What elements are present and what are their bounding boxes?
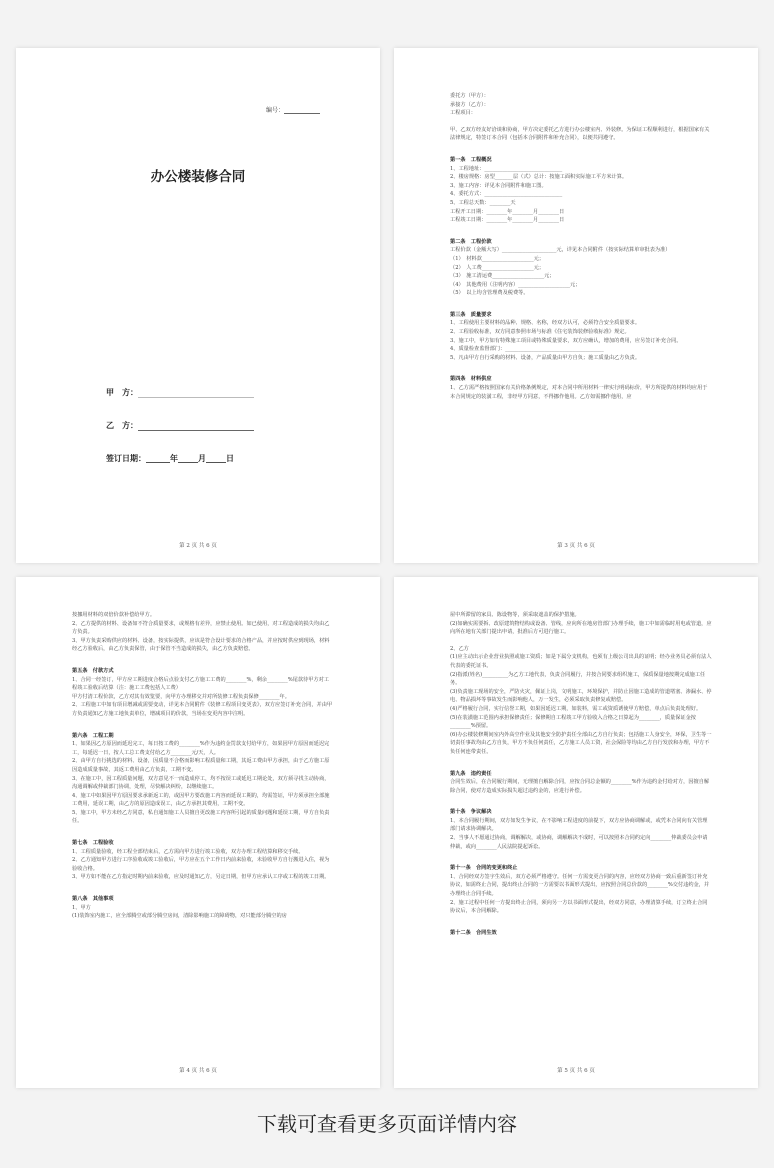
body-line: 2、工程施工中如有项目增减或需要变动，详见本合同附件《装修工程项目变更表》，双方应签订补充合同，并由甲方负责通知乙方施工地负责单位，增减项目的价款，当场在变更内容中注明。	[72, 702, 333, 717]
body-line: 2、乙方	[450, 645, 469, 652]
body-line: 合同生效后，在合同履行期间，无理擅自解除合同，应按合同总金额的________%作为违约金付给对方，因擅自解除合同，使对方造成实际损失超过违约金的，应进行补偿。	[450, 779, 710, 794]
page-number: 第 3 页 共 6 页	[557, 543, 595, 549]
paragraph-gap	[450, 637, 712, 645]
body-line: (5)在装潢施工范围内承担保修责任；保修期自工程竣工甲方验收入合格之日算起为________，质量保证金按________%预留。	[450, 714, 696, 730]
body-line: 5、凡由甲方自行采购的材料、设备，产品质量由甲方自负；施工质量由乙方负责。	[450, 354, 641, 361]
paragraph-gap	[450, 916, 712, 924]
section-heading: 第八条 其他事项	[72, 896, 114, 903]
body-line: 4、质量检查监督部门：______________________________________	[450, 346, 604, 353]
body-line: 1、工程质量验收，经工程全部结束后，乙方需向甲方进行竣工验收，双方办理工程结算和移交手续。	[72, 848, 304, 855]
sign-date: 签订日期：______年_____月_____日	[106, 453, 234, 463]
section-heading: 第六条 工程工期	[72, 732, 114, 739]
contract-no-label: 编号：	[266, 107, 285, 114]
paragraph-gap	[450, 143, 712, 151]
paragraph-gap	[72, 882, 334, 890]
body-line: 甲、乙双方经友好洽谈和协商，甲方决定委托乙方进行办公楼室内、外装修。为保证工程顺利进行，根据国家有关法律规定，特签订本合同（包括本合同附件和补充合同），以便共同遵守。	[450, 126, 710, 142]
page-cover	[16, 48, 380, 563]
body-line: 3、施工内容：详见本合同附件和施工图。	[450, 182, 547, 189]
body-line: 5、施工中，甲方未经乙方同意，私自通知施工人员擅自更改施工内容所引起的质量问题和延误工期，甲方自负责任。	[72, 809, 330, 825]
paragraph-gap	[450, 795, 712, 803]
body-line: （5） 以上均含管理费及税费等。	[450, 290, 529, 297]
body-line: 1、合同一经签订，甲方应工期进度合格后点验支付乙方施工工费的________%，剩余________%尾款待甲方对工程竣工验收后结算（注：施工工费包括人工费）	[72, 676, 329, 692]
section-heading: 第三条 质量要求	[450, 311, 492, 318]
page-number: 第 5 页 共 6 页	[557, 1068, 595, 1074]
page-number: 第 4 页 共 6 页	[179, 1068, 217, 1074]
page-body	[450, 92, 712, 401]
download-caption: 下载可查看更多页面详情内容	[257, 1112, 517, 1136]
body-line: 2、乙方通知甲方进行工序验收或竣工验收后，甲方应在五个工作日内前来验收，未验收甲方自行搬进入住，视为验收合格。	[72, 857, 330, 872]
body-line: 屋中所滞留的家具、陈设物等，须采取遮盖的保护措施。	[450, 612, 580, 618]
section-heading: 第四条 材料供应	[450, 376, 492, 383]
body-line: 1、如果因乙方原因而延迟完工，每日按工费的________%作为违约金罚款支付给甲方，如果因甲方原因而延迟完工，每延迟一日，按人工总工费支付给乙方________元/天，人。	[72, 741, 330, 756]
page-3	[394, 48, 758, 563]
section-heading: 第七条 工程验收	[72, 840, 114, 847]
paragraph-gap	[450, 298, 712, 306]
page-5	[394, 577, 758, 1088]
body-line: 4、委托方式：______________________________	[450, 191, 563, 198]
body-line: （1） 材料款____________________元；	[450, 255, 545, 262]
paragraph-gap	[72, 654, 334, 662]
body-line: 1、合同经双方签字生效后，双方必须严格遵守。任何一方需变更合同的内容，应经双方协商一致后重新签订补充协议，如需终止合同，提出终止合同的一方需要以书面形式提出，应按照合同总价款的________%交付违约金，并办理终止合同手续。	[450, 873, 710, 898]
section-heading: 第九条 违约责任	[450, 770, 492, 777]
body-line: 3、施工中，甲方如有特殊施工项目或特殊质量要求，双方应确认，增加的费用，应另签订补充合同。	[450, 337, 682, 344]
body-line: 1、工程地址：______________________________	[450, 165, 563, 172]
contract-no-line	[284, 105, 320, 114]
body-line: (2)指派(姓名)__________为乙方工地代表，负责合同履行，并按合同要求组织施工，保质保量地按期完成施工任务。	[450, 671, 706, 687]
paragraph-gap	[450, 362, 712, 370]
paragraph-gap	[72, 719, 334, 727]
body-line: 5、工程总天数：________天	[450, 199, 516, 206]
body-line: 工程项目：	[450, 110, 476, 117]
page-body	[450, 611, 712, 937]
body-line: 甲方付清工程价款，乙方对其有效览要，向甲方办理移交并对所装修工程负责保修________年。	[72, 693, 290, 700]
section-heading: 第十条 争议解决	[450, 809, 492, 816]
body-line: 承接方（乙方）：	[450, 101, 489, 108]
body-line: (3)负责施工现场的安全，严防火灾，佩证上岗，文明施工，环境保护，并防止因施工造成的管道堵塞、渗漏水、停电、物品损坏等事故发生而影响他人，万一发生，必须采取负责修复或赔偿。	[450, 688, 712, 704]
body-line: 工程价款（金额大写）_____________________元，详见本合同附件（按实际结算单审批表为准）	[450, 247, 671, 254]
paragraph-gap	[450, 118, 712, 126]
body-line: 1、本合同履行期间，双方如发生争议，在不影响工程进度的前提下，双方应协商调解或，或凭本合同向有关管理部门请求协调解决。	[450, 817, 708, 833]
body-line: 1、工程使用主要材料的品种、规格、名称，经双方认可，必须符合安全质量要求。	[450, 320, 641, 327]
body-line: 工程竣工日期：________年________月________日	[450, 217, 565, 224]
party-a-line	[138, 389, 254, 398]
section-heading: 第五条 付款方式	[72, 667, 114, 674]
body-line: （3） 施工清运费____________________元；	[450, 273, 555, 280]
page-number: 第 2 页 共 6 页	[179, 543, 217, 549]
body-line: 3、甲方如不能在乙方指定时期内前来验收，应及时通知乙方，另定日期，但甲方应承认工序或工程的竣工日期。	[72, 874, 330, 881]
party-a-label: 甲 方：	[106, 387, 138, 397]
body-line: 按挪用材料的双倍价款补偿给甲方。	[72, 612, 156, 618]
body-line: 3、在施工中，因工程质量问题，双方意见不一而造成停工，均不按误工或延迟工期论处，双方须寻找主动协商，沟通调解或仲裁部门协调，处理，尽快解决纠纷，以继续施工。	[72, 775, 330, 791]
page-4	[16, 577, 380, 1088]
body-line: 2、当事人不愿通过协商，调解解决，或协商，调解解决不成时，可以按照本合同约定向________仲裁委员会申请仲裁，或向________人民法院提起诉讼。	[450, 835, 708, 850]
body-line: (4)严格履行合同，实行信誉工期，如果因延迟工期，如装料，需工或资质诱使甲方赔偿，单点后负责处理好。	[450, 705, 702, 712]
section-heading: 第二条 工程价款	[450, 238, 492, 245]
body-line: (1)应主动出示企业营业执照或施工资质；如是下属分支机构，也须有上级公司出具的证明；经办业务员必须有法人代表的委托证书。	[450, 654, 712, 669]
body-line: (2)如确实需要拆、改原建筑物结构或设备、管线，应向所在地房管部门办理手续，施工中如需临时用电或管道，应向所在地有关部门提出申请，批准后方可进行施工。	[450, 620, 712, 636]
body-line: (1)装饰室内施工，应全部腾空或部分腾空房间，清除影响施工的障碍物，对只能部分腾空的房	[72, 913, 287, 920]
body-line: 委托方（甲方）：	[450, 93, 489, 99]
party-b-line	[138, 422, 254, 431]
body-line: （2） 人工费____________________元；	[450, 264, 545, 271]
paragraph-gap	[450, 757, 712, 765]
body-line: （4） 其他费用（注明内容）____________________元；	[450, 281, 581, 288]
page-body	[72, 611, 334, 921]
party-b-label: 乙 方：	[106, 420, 138, 430]
body-line: 4、施工中如果因甲方原因要求承新返工的，或因甲方要改施工内容而延误工期的，均需签证，甲方须承担全部施工费用，延误工期，由乙方的原因造成误工，由乙方承担其费用，工期不变。	[72, 792, 330, 808]
body-line: 1、乙方需严格按照国家有关价格条例规定，对本合同中所用材料一律实行明码标价，甲方所提供的材料均应用于本合同规定的装潢工程，非经甲方同意，不得挪作他用。乙方如需挪作他用，应	[450, 385, 708, 400]
body-line: 2、工程验收标准，双方同意参照市场与标准《住宅装饰装修验收标准》规定。	[450, 329, 630, 336]
section-heading: 第十二条 合同生效	[450, 929, 497, 936]
body-line: 2、施工过程中任何一方提出终止合同，须向另一方以书面形式提出，经双方同意，办理清算手续，订立终止合同协议后，本合同解除。	[450, 899, 708, 915]
paragraph-gap	[72, 826, 334, 834]
body-line: (6)办公楼装修期间室内外高空作业及其他安全防护责任全部由乙方自行负责；包括施工人身安全，环保，卫生等一切责任事故均由乙方自负，甲方不负任何责任，乙方施工人员工资，社会保险等均由乙方自行发放和办理，甲方不负任何连带责任。	[450, 731, 712, 755]
body-line: 2、由甲方自行挑选的材料、设备，因质量不合格而影响工程质量和工期，其返工费由甲方承担，由于乙方施工原因造成质量事故，其返工费用由乙方负责，工期不变。	[72, 758, 330, 773]
body-line: 2、乙方提供的材料、设备如不符合质量要求，或规格有差异，应禁止使用。如已使用，对工程造成的损失均由乙方负责。	[72, 620, 330, 636]
body-line: 2、楼房规格：房型_______层（式）总计：按施工面积实际施工平方米计算。	[450, 174, 628, 181]
section-heading: 第十一条 合同的变更和终止	[450, 865, 518, 872]
paragraph-gap	[450, 851, 712, 859]
contract-title: 办公楼装修合同	[150, 169, 246, 185]
body-line: 1、甲方	[72, 904, 91, 911]
body-line: 工程开工日期：________年________月________日	[450, 208, 565, 215]
paragraph-gap	[450, 225, 712, 233]
body-line: 3、甲方负责采购供应的材料、设备，按实际提供，应该是符合设计要求的合格产品，并应按时供应到现场，材料经乙方验收后，由乙方负责保管，由于保管不当造成的损失，由乙方负责赔偿。	[72, 637, 330, 653]
section-heading: 第一条 工程概况	[450, 156, 492, 163]
